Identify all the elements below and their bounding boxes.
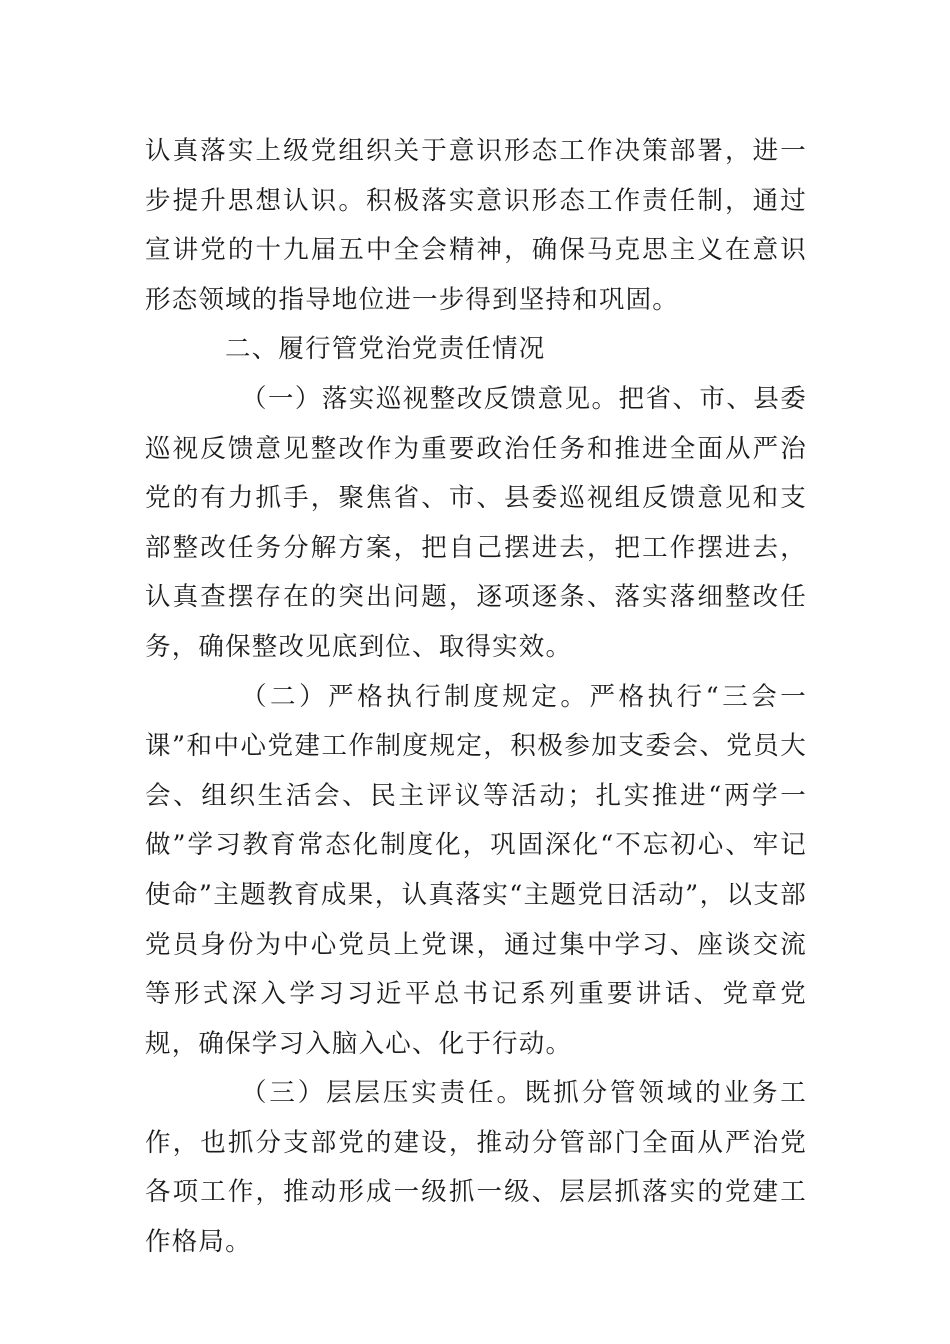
paragraph-ideology-continuation: 认真落实上级党组织关于意识形态工作决策部署，进一步提升思想认识。积极落实意识形态工作责任制，通过宣讲党的十九届五中全会精神，确保马克思主义在意识形态领域的指导地位进一步得到坚持和巩固。 bbox=[145, 136, 807, 315]
paragraph-layered-responsibility: （三）层层压实责任。既抓分管领域的业务工作，也抓分支部党的建设，推动分管部门全面从严治党各项工作，推动形成一级抓一级、层层抓落实的党建工作格局。 bbox=[145, 1078, 807, 1258]
paragraph-inspection-rectification: （一）落实巡视整改反馈意见。把省、市、县委巡视反馈意见整改作为重要政治任务和推进全面从严治党的有力抓手，聚焦省、市、县委巡视组反馈意见和支部整改任务分解方案，把自己摆进去，把工作摆进去，认真查摆存在的突出问题，逐项逐条、落实落细整改任务，确保整改见底到位、取得实效。 bbox=[145, 383, 807, 662]
document-body bbox=[145, 127, 807, 1268]
section-heading-party-responsibility: 二、履行管党治党责任情况 bbox=[225, 334, 546, 365]
paragraph-system-regulations: （二）严格执行制度规定。严格执行“三会一课”和中心党建工作制度规定，积极参加支委会、党员大会、组织生活会、民主评议等活动；扎实推进“两学一做”学习教育常态化制度化，巩固深化“不忘初心、牢记使命”主题教育成果，认真落实“主题党日活动”，以支部党员身份为中心党员上党课，通过集中学习、座谈交流等形式深入学习习近平总书记系列重要讲话、党章党规，确保学习入脑入心、化于行动。 bbox=[145, 681, 807, 1059]
